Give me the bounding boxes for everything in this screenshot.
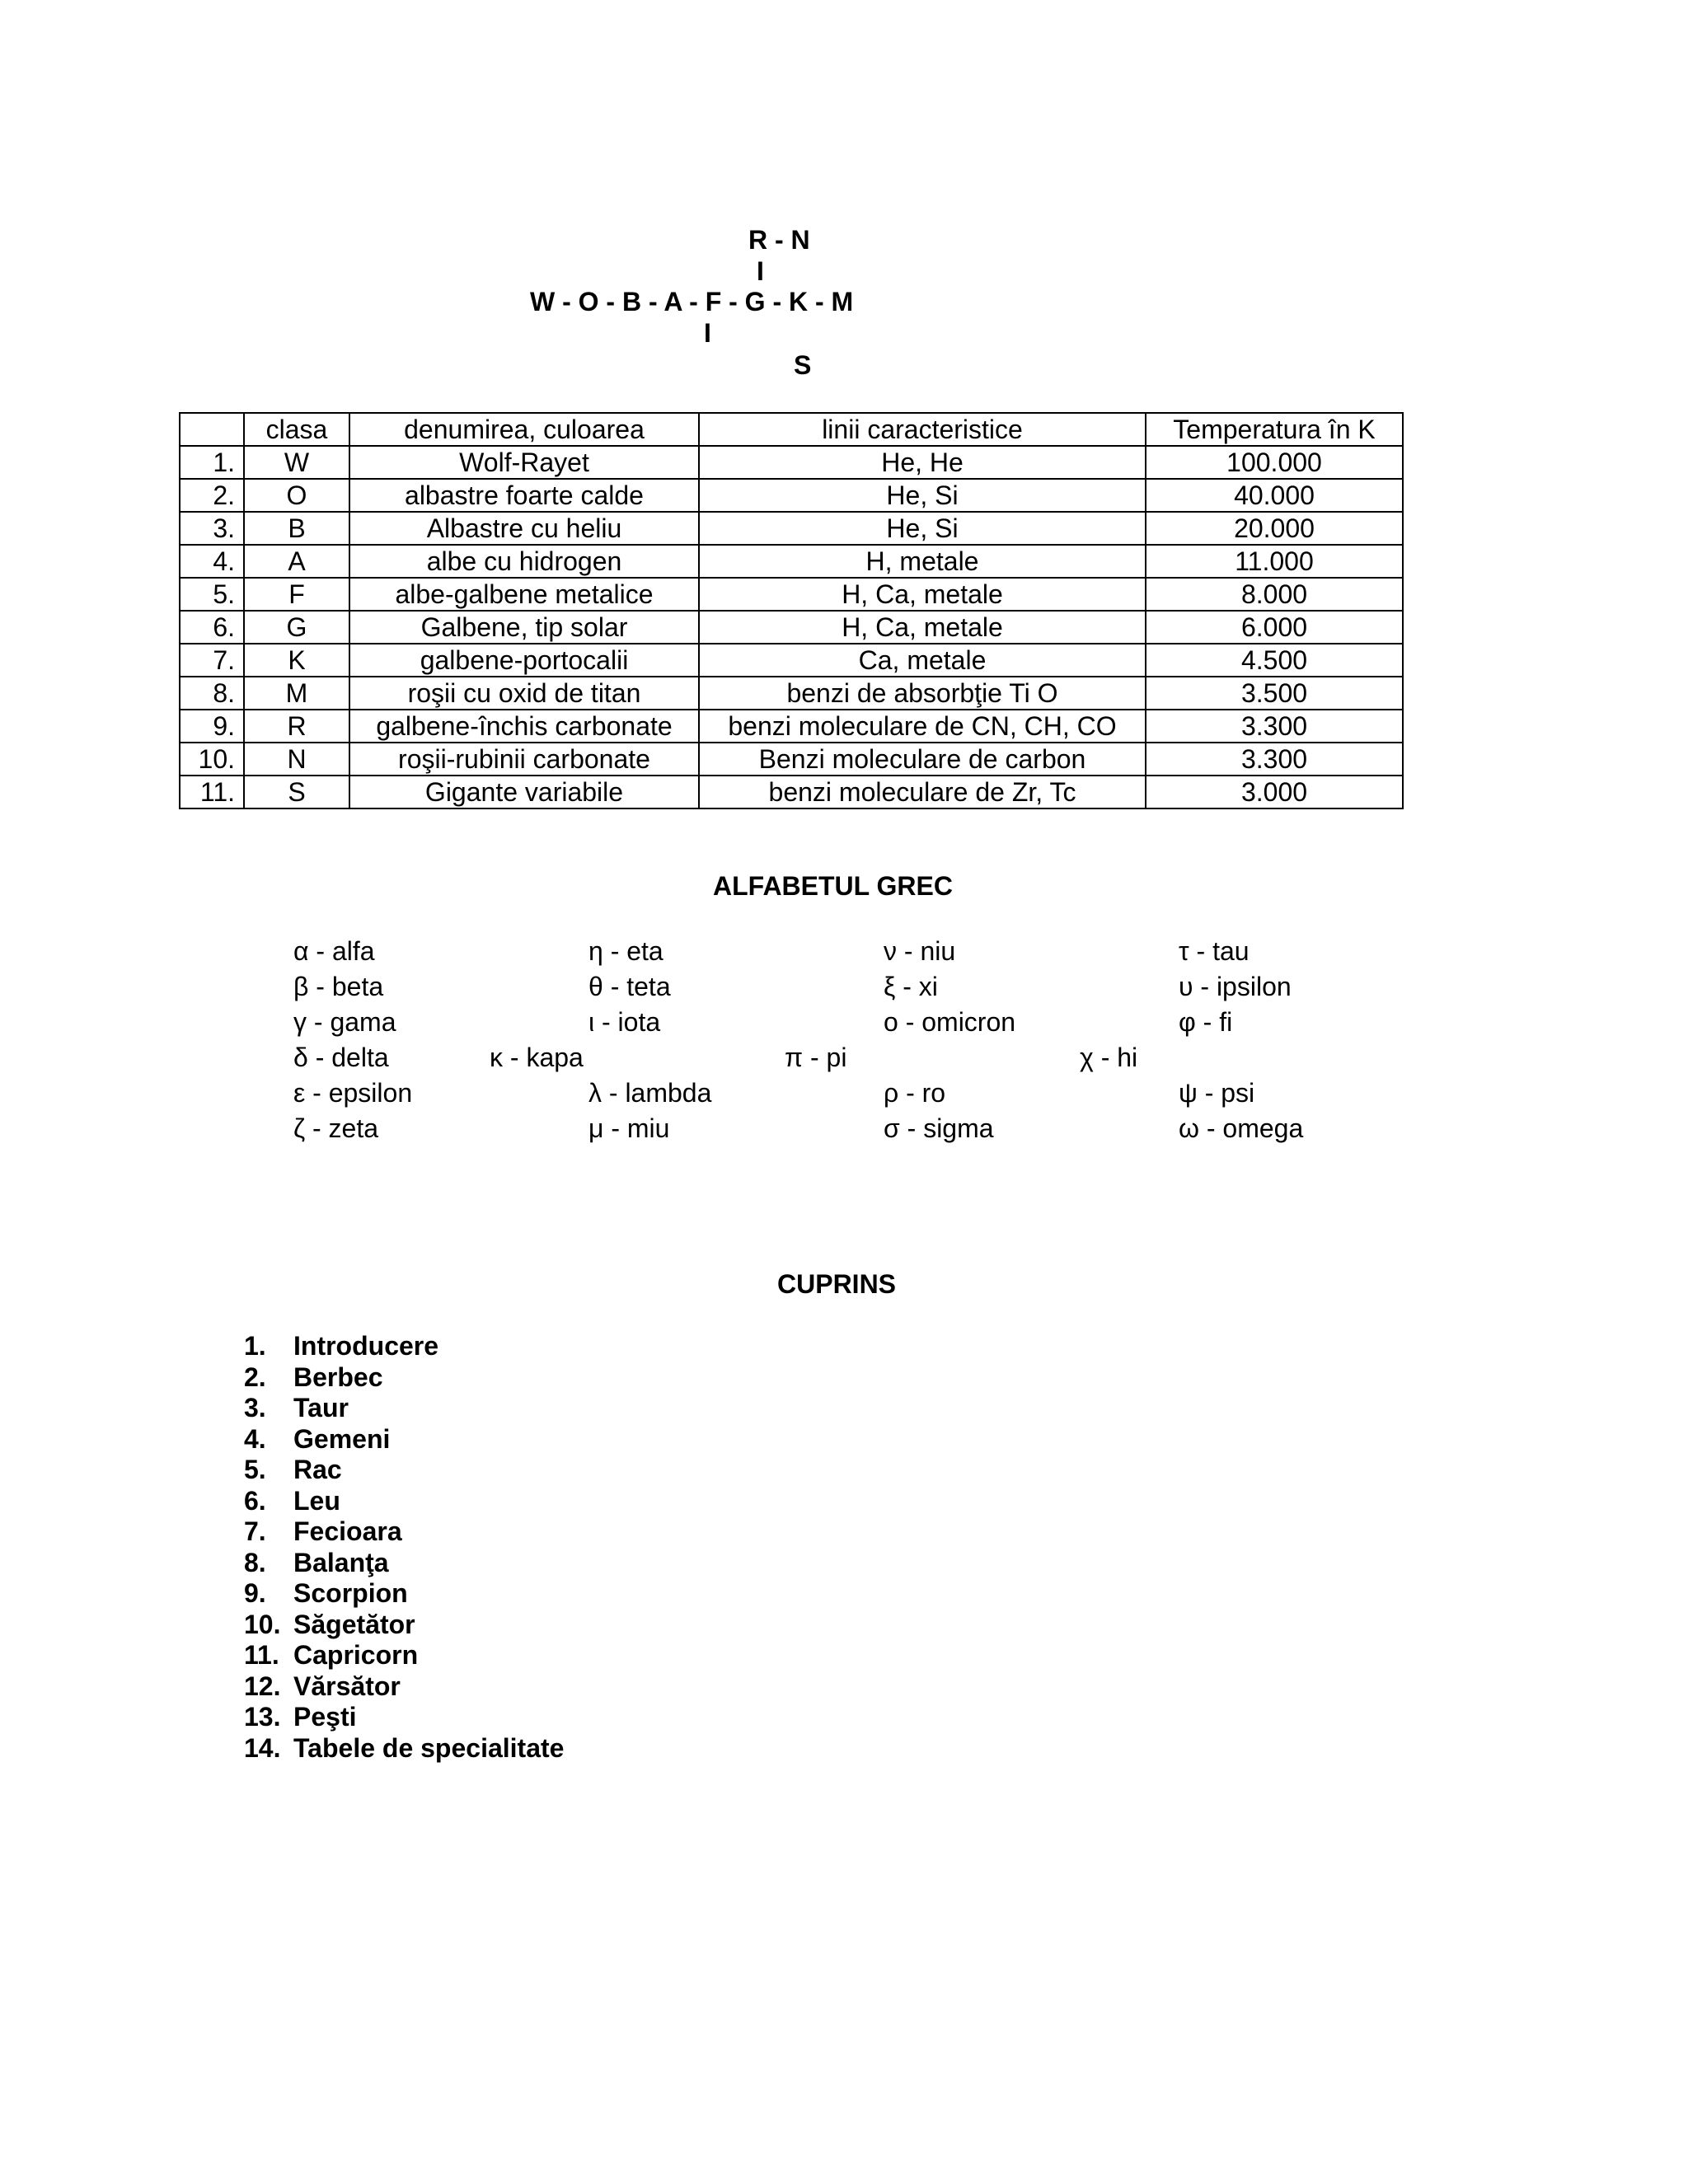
row-temperature: 3.300 (1146, 710, 1403, 743)
greek-letter: ο - omicron (884, 1007, 1016, 1037)
row-class: A (244, 545, 349, 578)
row-index: 5. (180, 578, 244, 611)
toc-item-label: Balanţa (293, 1547, 389, 1577)
greek-letter: υ - ipsilon (1179, 972, 1292, 1001)
diagram-bottom: S (794, 350, 812, 380)
row-lines: benzi moleculare de CN, CH, CO (699, 710, 1146, 743)
diagram-top-bar: I (757, 256, 764, 286)
row-name-color: roşii-rubinii carbonate (349, 743, 699, 776)
row-name-color: Albastre cu heliu (349, 512, 699, 545)
row-class: M (244, 677, 349, 710)
greek-letter: β - beta (293, 972, 384, 1001)
toc-item-number: 14. (244, 1732, 281, 1763)
toc-item-number: 8. (244, 1547, 266, 1577)
toc-item (244, 1516, 564, 1548)
greek-letter: φ - fi (1179, 1007, 1233, 1037)
row-class: B (244, 512, 349, 545)
row-name-color: albe-galbene metalice (349, 578, 699, 611)
greek-letter: σ - sigma (884, 1113, 994, 1143)
row-index: 6. (180, 611, 244, 644)
toc-item (244, 1640, 564, 1671)
toc-item-number: 10. (244, 1609, 281, 1639)
row-index: 10. (180, 743, 244, 776)
toc-list (244, 1331, 564, 1764)
toc-item (244, 1702, 564, 1733)
toc-item-label: Vărsător (293, 1671, 401, 1701)
table-row (180, 644, 1403, 677)
table-body (180, 446, 1403, 808)
row-temperature: 4.500 (1146, 644, 1403, 677)
toc-title: CUPRINS (777, 1269, 897, 1299)
toc-item-label: Tabele de specialitate (293, 1732, 565, 1763)
toc-item-number: 7. (244, 1516, 266, 1546)
table-row (180, 611, 1403, 644)
row-class: S (244, 776, 349, 808)
toc-item (244, 1331, 564, 1362)
greek-letter: ν - niu (884, 936, 956, 966)
toc-item (244, 1548, 564, 1579)
toc-item-label: Peşti (293, 1702, 357, 1732)
toc-item-label: Rac (293, 1455, 342, 1484)
row-name-color: albastre foarte calde (349, 479, 699, 512)
row-name-color: roşii cu oxid de titan (349, 677, 699, 710)
diagram-bottom-bar: I (704, 318, 711, 348)
greek-letter: ψ - psi (1179, 1078, 1255, 1108)
greek-alphabet-title: ALFABETUL GREC (713, 871, 953, 901)
toc-item-number: 6. (244, 1485, 266, 1516)
greek-letter: κ - kapa (490, 1043, 584, 1072)
table-header-row (180, 413, 1403, 446)
toc-item (244, 1671, 564, 1703)
row-index: 4. (180, 545, 244, 578)
greek-letter: ρ - ro (884, 1078, 946, 1108)
row-temperature: 6.000 (1146, 611, 1403, 644)
row-class: G (244, 611, 349, 644)
row-name-color: Wolf-Rayet (349, 446, 699, 479)
row-index: 11. (180, 776, 244, 808)
row-index: 3. (180, 512, 244, 545)
toc-item (244, 1424, 564, 1455)
greek-letter: γ - gama (293, 1007, 396, 1037)
toc-item-label: Leu (293, 1485, 340, 1516)
table-row (180, 578, 1403, 611)
toc-item-number: 3. (244, 1393, 266, 1422)
greek-letter: ξ - xi (884, 972, 938, 1001)
greek-letter: ε - epsilon (293, 1078, 413, 1108)
row-lines: benzi de absorbţie Ti O (699, 677, 1146, 710)
toc-item (244, 1733, 564, 1765)
header-temperature: Temperatura în K (1146, 413, 1403, 446)
toc-item-label: Taur (293, 1393, 349, 1422)
table-row (180, 776, 1403, 808)
toc-item (244, 1610, 564, 1641)
toc-item-number: 2. (244, 1361, 266, 1392)
row-lines: Benzi moleculare de carbon (699, 743, 1146, 776)
row-class: O (244, 479, 349, 512)
greek-letter: η - eta (588, 936, 663, 966)
row-index: 9. (180, 710, 244, 743)
header-name-color: denumirea, culoarea (349, 413, 699, 446)
greek-letter: τ - tau (1179, 936, 1250, 966)
table-row (180, 677, 1403, 710)
row-lines: He, Si (699, 512, 1146, 545)
toc-item-number: 5. (244, 1455, 266, 1484)
toc-item-number: 9. (244, 1578, 266, 1608)
table-row (180, 710, 1403, 743)
table-row (180, 512, 1403, 545)
row-name-color: Galbene, tip solar (349, 611, 699, 644)
toc-item-label: Săgetător (293, 1609, 415, 1639)
header-class: clasa (244, 413, 349, 446)
row-temperature: 20.000 (1146, 512, 1403, 545)
greek-letter: ζ - zeta (293, 1113, 379, 1143)
row-name-color: albe cu hidrogen (349, 545, 699, 578)
row-lines: Ca, metale (699, 644, 1146, 677)
row-temperature: 3.500 (1146, 677, 1403, 710)
toc-item-number: 11. (244, 1640, 279, 1670)
table-row (180, 479, 1403, 512)
row-index: 1. (180, 446, 244, 479)
row-class: F (244, 578, 349, 611)
greek-letter: π - pi (785, 1043, 847, 1072)
header-index (180, 413, 244, 446)
row-temperature: 3.300 (1146, 743, 1403, 776)
greek-letter: λ - lambda (588, 1078, 712, 1108)
greek-letter: χ - hi (1080, 1043, 1138, 1072)
row-name-color: Gigante variabile (349, 776, 699, 808)
diagram-top: R - N (748, 225, 810, 255)
row-temperature: 8.000 (1146, 578, 1403, 611)
toc-item-label: Scorpion (293, 1578, 408, 1608)
toc-item (244, 1455, 564, 1486)
row-lines: H, metale (699, 545, 1146, 578)
row-class: N (244, 743, 349, 776)
row-class: W (244, 446, 349, 479)
row-temperature: 11.000 (1146, 545, 1403, 578)
row-class: K (244, 644, 349, 677)
toc-item (244, 1578, 564, 1610)
row-temperature: 3.000 (1146, 776, 1403, 808)
toc-item-number: 1. (244, 1331, 266, 1361)
row-lines: benzi moleculare de Zr, Tc (699, 776, 1146, 808)
toc-item-label: Fecioara (293, 1516, 402, 1546)
row-lines: He, Si (699, 479, 1146, 512)
toc-item-number: 12. (244, 1671, 281, 1701)
table-row (180, 743, 1403, 776)
toc-item-number: 13. (244, 1702, 281, 1732)
row-temperature: 40.000 (1146, 479, 1403, 512)
row-index: 2. (180, 479, 244, 512)
toc-item (244, 1486, 564, 1517)
toc-item-label: Berbec (293, 1361, 383, 1392)
toc-item-label: Gemeni (293, 1423, 391, 1454)
row-class: R (244, 710, 349, 743)
row-name-color: galbene-închis carbonate (349, 710, 699, 743)
row-index: 7. (180, 644, 244, 677)
greek-letter: θ - teta (588, 972, 671, 1001)
table-row (180, 446, 1403, 479)
toc-item-label: Capricorn (293, 1640, 419, 1670)
spectral-class-table (179, 412, 1404, 809)
row-lines: H, Ca, metale (699, 578, 1146, 611)
greek-letter: ω - omega (1179, 1113, 1304, 1143)
toc-item-number: 4. (244, 1423, 266, 1454)
row-index: 8. (180, 677, 244, 710)
row-name-color: galbene-portocalii (349, 644, 699, 677)
greek-letter: ι - iota (588, 1007, 661, 1037)
toc-item (244, 1362, 564, 1394)
toc-item-label: Introducere (293, 1331, 439, 1361)
greek-letter: δ - delta (293, 1043, 389, 1072)
table-row (180, 545, 1403, 578)
row-lines: He, He (699, 446, 1146, 479)
greek-letter: α - alfa (293, 936, 375, 966)
header-lines: linii caracteristice (699, 413, 1146, 446)
toc-item (244, 1393, 564, 1424)
row-lines: H, Ca, metale (699, 611, 1146, 644)
diagram-main: W - O - B - A - F - G - K - M (530, 287, 854, 316)
greek-letter: μ - miu (588, 1113, 670, 1143)
row-temperature: 100.000 (1146, 446, 1403, 479)
